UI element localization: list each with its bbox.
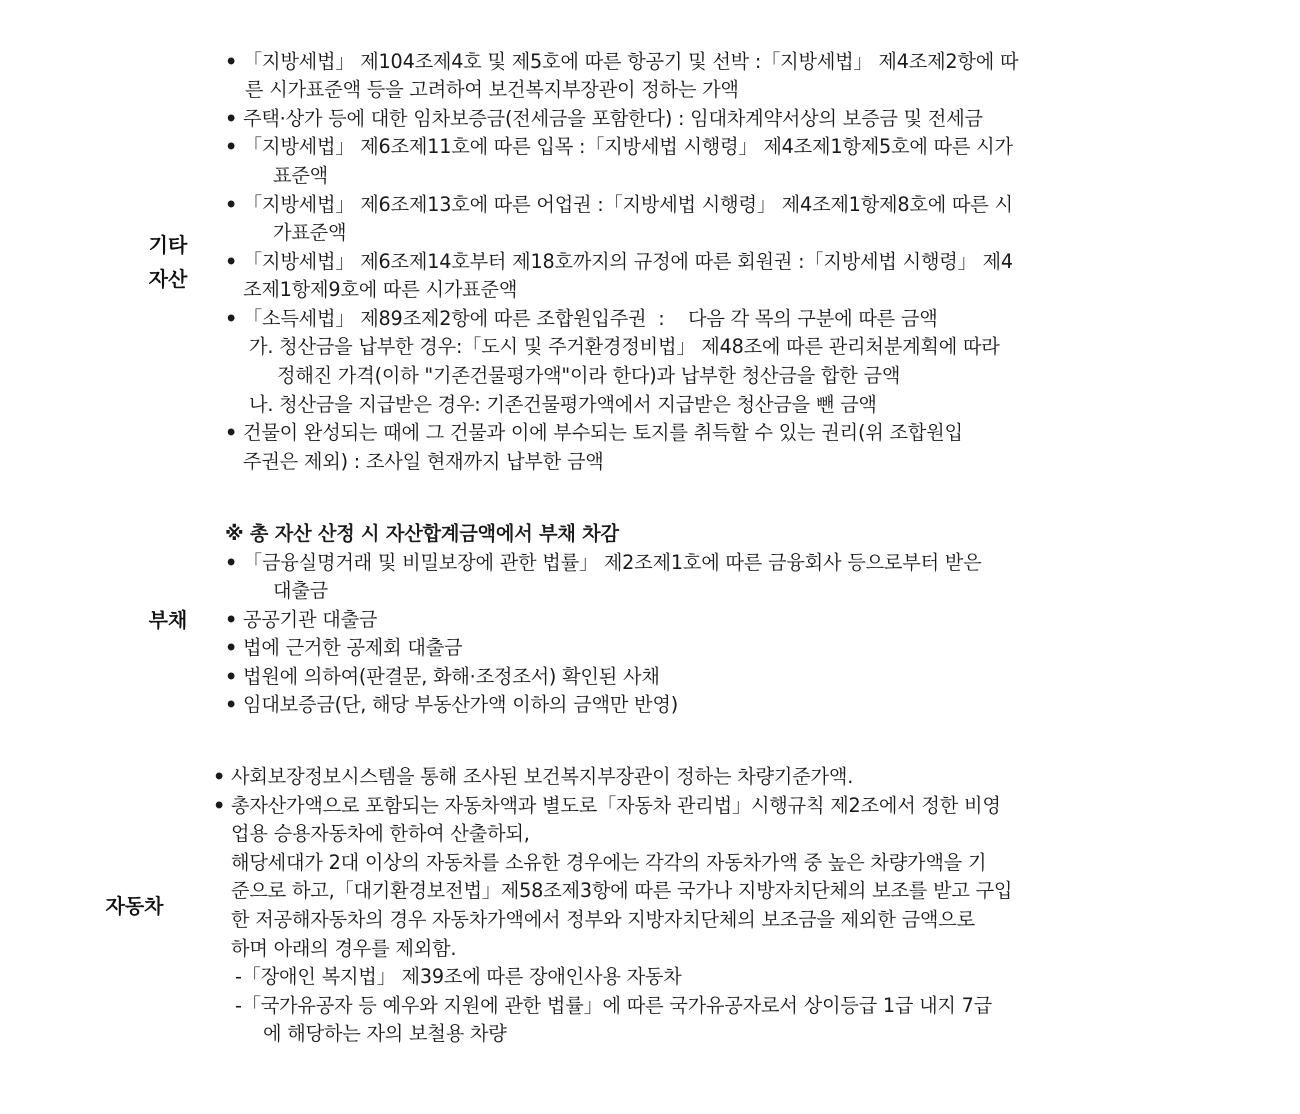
list-item: • 총자산가액으로 포함되는 자동차액과 별도로「자동차 관리법」시행규칙 제2조에서 정한 비영 업용 승용자동차에 한하여 산출하되, 해당세대가 2대 이상의 자동차를 소유한 경우에는 각각의 자동차가액 중 높은 차량가액을 기 준으로 하고,「대기환경보전법」제58조제3항에 따른 국가나 지방자치단체의 보조를 받고 구입 한 저공해자동차의 경우 자동차가액에서 정부와 지방자치단체의 보조금을 제외한 금액으로 하며 아래의 경우를 제외함. bbox=[213, 793, 1013, 960]
list-item: • 사회보장정보시스템을 통해 조사된 보건복지부장관이 정하는 차량기준가액. bbox=[213, 763, 1159, 792]
row-other-assets bbox=[68, 27, 1171, 497]
list-item: • 법원에 의하여(판결문, 화해·조정조서) 확인된 사채 bbox=[225, 663, 1159, 692]
bullet-icon: • bbox=[225, 636, 238, 660]
liabilities-content bbox=[201, 498, 1171, 742]
list-item: • 「지방세법」 제104조제4호 및 제5호에 따른 항공기 및 선박 :「지방세법」 제4조제2항에 따 른 시가표준액 등을 고려하여 보건복지부장관이 정하는 가액 bbox=[225, 49, 1019, 102]
list-item: • 건물이 완성되는 때에 그 건물과 이에 부수되는 토지를 취득할 수 있는 권리(위 조합원입 주권은 제외) : 조사일 현재까지 납부한 금액 bbox=[225, 421, 963, 473]
vehicles-label-cell bbox=[68, 743, 201, 1069]
bullet-icon: • bbox=[225, 135, 238, 159]
list-item: • 「지방세법」 제6조제11호에 따른 입목 :「지방세법 시행령」 제4조제1항제5호에 따른 시가 표준액 bbox=[225, 135, 1013, 187]
liabilities-label: 부채 bbox=[148, 608, 188, 632]
asset-criteria-table-wrap bbox=[68, 27, 1171, 1069]
blank-category-cell bbox=[68, 27, 135, 497]
vehicles-label: 자동차 bbox=[105, 893, 164, 918]
bullet-icon: • bbox=[225, 106, 238, 130]
sub-list-item: 가. 청산금을 납부한 경우:「도시 및 주거환경정비법」 제48조에 따른 관리처분계획에 따라 정해진 가격(이하 "기존건물평가액"이라 한다)과 납부한 청산금을 합한 금액 bbox=[249, 335, 1000, 388]
bullet-icon: • bbox=[213, 765, 226, 788]
list-item: • 「소득세법」 제89조제2항에 따른 조합원입주권 : 다음 각 목의 구분에 따른 금액 bbox=[225, 305, 1159, 334]
bullet-icon: • bbox=[225, 49, 238, 73]
bullet-icon: • bbox=[225, 249, 238, 273]
other-assets-label: 기타 자산 bbox=[148, 233, 188, 291]
liabilities-note: ※ 총 자산 산정 시 자산합계금액에서 부채 차감 bbox=[225, 521, 619, 545]
bullet-icon: • bbox=[213, 793, 226, 817]
list-item: • 「지방세법」 제6조제13호에 따른 어업권 :「지방세법 시행령」 제4조제1항제8호에 따른 시 가표준액 bbox=[225, 192, 1013, 245]
list-item: • 「금융실명거래 및 비밀보장에 관한 법률」 제2조제1호에 따른 금융회사 등으로부터 받은 대출금 bbox=[225, 550, 982, 603]
bullet-icon: • bbox=[225, 550, 238, 574]
bullet-icon: • bbox=[225, 306, 238, 330]
list-item: • 임대보증금(단, 해당 부동산가액 이하의 금액만 반영) bbox=[225, 691, 1159, 720]
bullet-icon: • bbox=[225, 664, 238, 688]
bullet-icon: • bbox=[225, 693, 238, 717]
bullet-icon: • bbox=[225, 421, 238, 445]
row-liabilities bbox=[68, 497, 1171, 743]
other-assets-label-cell bbox=[135, 27, 201, 497]
dash-list-item: -「국가유공자 등 예우와 지원에 관한 법률」에 따른 국가유공자로서 상이등급 1급 내지 7급 에 해당하는 자의 보철용 차량 bbox=[235, 993, 992, 1046]
sub-list-item: 나. 청산금을 지급받은 경우: 기존건물평가액에서 지급받은 청산금을 뺀 금액 bbox=[249, 392, 877, 416]
vehicles-content bbox=[201, 743, 1171, 1069]
list-item: • 「지방세법」 제6조제14호부터 제18호까지의 규정에 따른 회원권 :「지방세법 시행령」 제4 조제1항제9호에 따른 시가표준액 bbox=[225, 249, 1013, 302]
list-item: • 법에 근거한 공제회 대출금 bbox=[225, 634, 1159, 663]
liabilities-label-cell bbox=[135, 497, 201, 743]
liabilities-content-cell bbox=[201, 497, 1171, 743]
bullet-icon: • bbox=[225, 192, 238, 216]
other-assets-content bbox=[201, 28, 1171, 497]
dash-list-item: -「장애인 복지법」 제39조에 따른 장애인사용 자동차 bbox=[235, 965, 682, 989]
blank-category-cell bbox=[68, 497, 135, 743]
bullet-icon: • bbox=[225, 607, 238, 631]
asset-criteria-table bbox=[68, 27, 1171, 1069]
list-item: • 주택·상가 등에 대한 임차보증금(전세금을 포함한다) : 임대차계약서상의 보증금 및 전세금 bbox=[225, 105, 1159, 134]
row-vehicles bbox=[68, 743, 1171, 1069]
other-assets-content-cell bbox=[201, 27, 1171, 497]
vehicles-content-cell bbox=[201, 743, 1171, 1069]
list-item: • 공공기관 대출금 bbox=[225, 606, 1159, 635]
